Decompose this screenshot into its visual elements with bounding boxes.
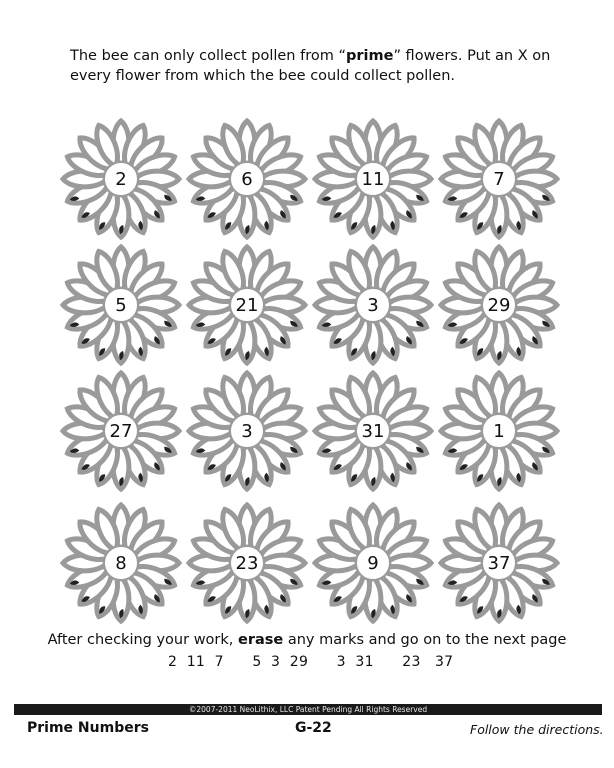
flower-icon bbox=[310, 116, 436, 242]
flower-number: 6 bbox=[241, 168, 253, 190]
flower-1[interactable] bbox=[58, 116, 184, 242]
flower-4[interactable] bbox=[436, 116, 562, 242]
flower-5[interactable] bbox=[58, 242, 184, 368]
instructions-part1: The bee can only collect pollen from “ bbox=[70, 48, 346, 64]
flower-number: 3 bbox=[367, 294, 379, 316]
flower-9[interactable] bbox=[58, 368, 184, 494]
flower-icon bbox=[310, 368, 436, 494]
flower-15[interactable] bbox=[310, 500, 436, 626]
flower-number: 31 bbox=[361, 420, 385, 442]
flower-8[interactable] bbox=[436, 242, 562, 368]
after-checking-text bbox=[0, 632, 614, 648]
flower-number: 3 bbox=[241, 420, 253, 442]
flower-number: 7 bbox=[493, 168, 505, 190]
flower-number: 5 bbox=[115, 294, 127, 316]
flower-icon bbox=[58, 116, 184, 242]
flower-icon bbox=[310, 500, 436, 626]
flower-14[interactable] bbox=[184, 500, 310, 626]
after-part1: After checking your work, bbox=[47, 632, 238, 648]
flower-number: 21 bbox=[235, 294, 259, 316]
flower-icon bbox=[436, 116, 562, 242]
flower-number: 27 bbox=[109, 420, 133, 442]
flower-7[interactable] bbox=[310, 242, 436, 368]
worksheet-title: Prime Numbers bbox=[27, 720, 149, 736]
flower-icon bbox=[184, 116, 310, 242]
flower-number: 29 bbox=[487, 294, 511, 316]
answer-key: 2 11 7 5 3 29 3 31 23 37 bbox=[168, 654, 454, 670]
flower-number: 9 bbox=[367, 552, 379, 574]
flower-icon bbox=[184, 368, 310, 494]
flower-16[interactable] bbox=[436, 500, 562, 626]
flower-number: 1 bbox=[493, 420, 505, 442]
flower-number: 11 bbox=[361, 168, 385, 190]
footer-directions: Follow the directions. bbox=[470, 722, 604, 737]
flower-3[interactable] bbox=[310, 116, 436, 242]
flower-icon bbox=[58, 242, 184, 368]
flower-number: 23 bbox=[235, 552, 259, 574]
flower-10[interactable] bbox=[184, 368, 310, 494]
instructions-part2: ” flowers. Put an X on every flower from which the bee could collect pollen. bbox=[70, 48, 551, 84]
flower-12[interactable] bbox=[436, 368, 562, 494]
flower-number: 37 bbox=[487, 552, 511, 574]
flower-icon bbox=[436, 368, 562, 494]
flower-icon bbox=[184, 500, 310, 626]
flower-icon bbox=[310, 242, 436, 368]
instructions-prime-word: prime bbox=[345, 48, 394, 64]
after-erase-word: erase bbox=[238, 632, 284, 648]
flower-number: 8 bbox=[115, 552, 127, 574]
page-number: G-22 bbox=[295, 720, 332, 736]
flower-number: 2 bbox=[115, 168, 127, 190]
after-part2: any marks and go on to the next page bbox=[283, 632, 567, 648]
flower-11[interactable] bbox=[310, 368, 436, 494]
flower-13[interactable] bbox=[58, 500, 184, 626]
flower-2[interactable] bbox=[184, 116, 310, 242]
flower-6[interactable] bbox=[184, 242, 310, 368]
flower-icon bbox=[58, 500, 184, 626]
flower-icon bbox=[436, 500, 562, 626]
flower-icon bbox=[184, 242, 310, 368]
copyright-bar: ©2007-2011 NeoLithix, LLC Patent Pending All Rights Reserved bbox=[14, 704, 602, 715]
flower-icon bbox=[436, 242, 562, 368]
flower-icon bbox=[58, 368, 184, 494]
